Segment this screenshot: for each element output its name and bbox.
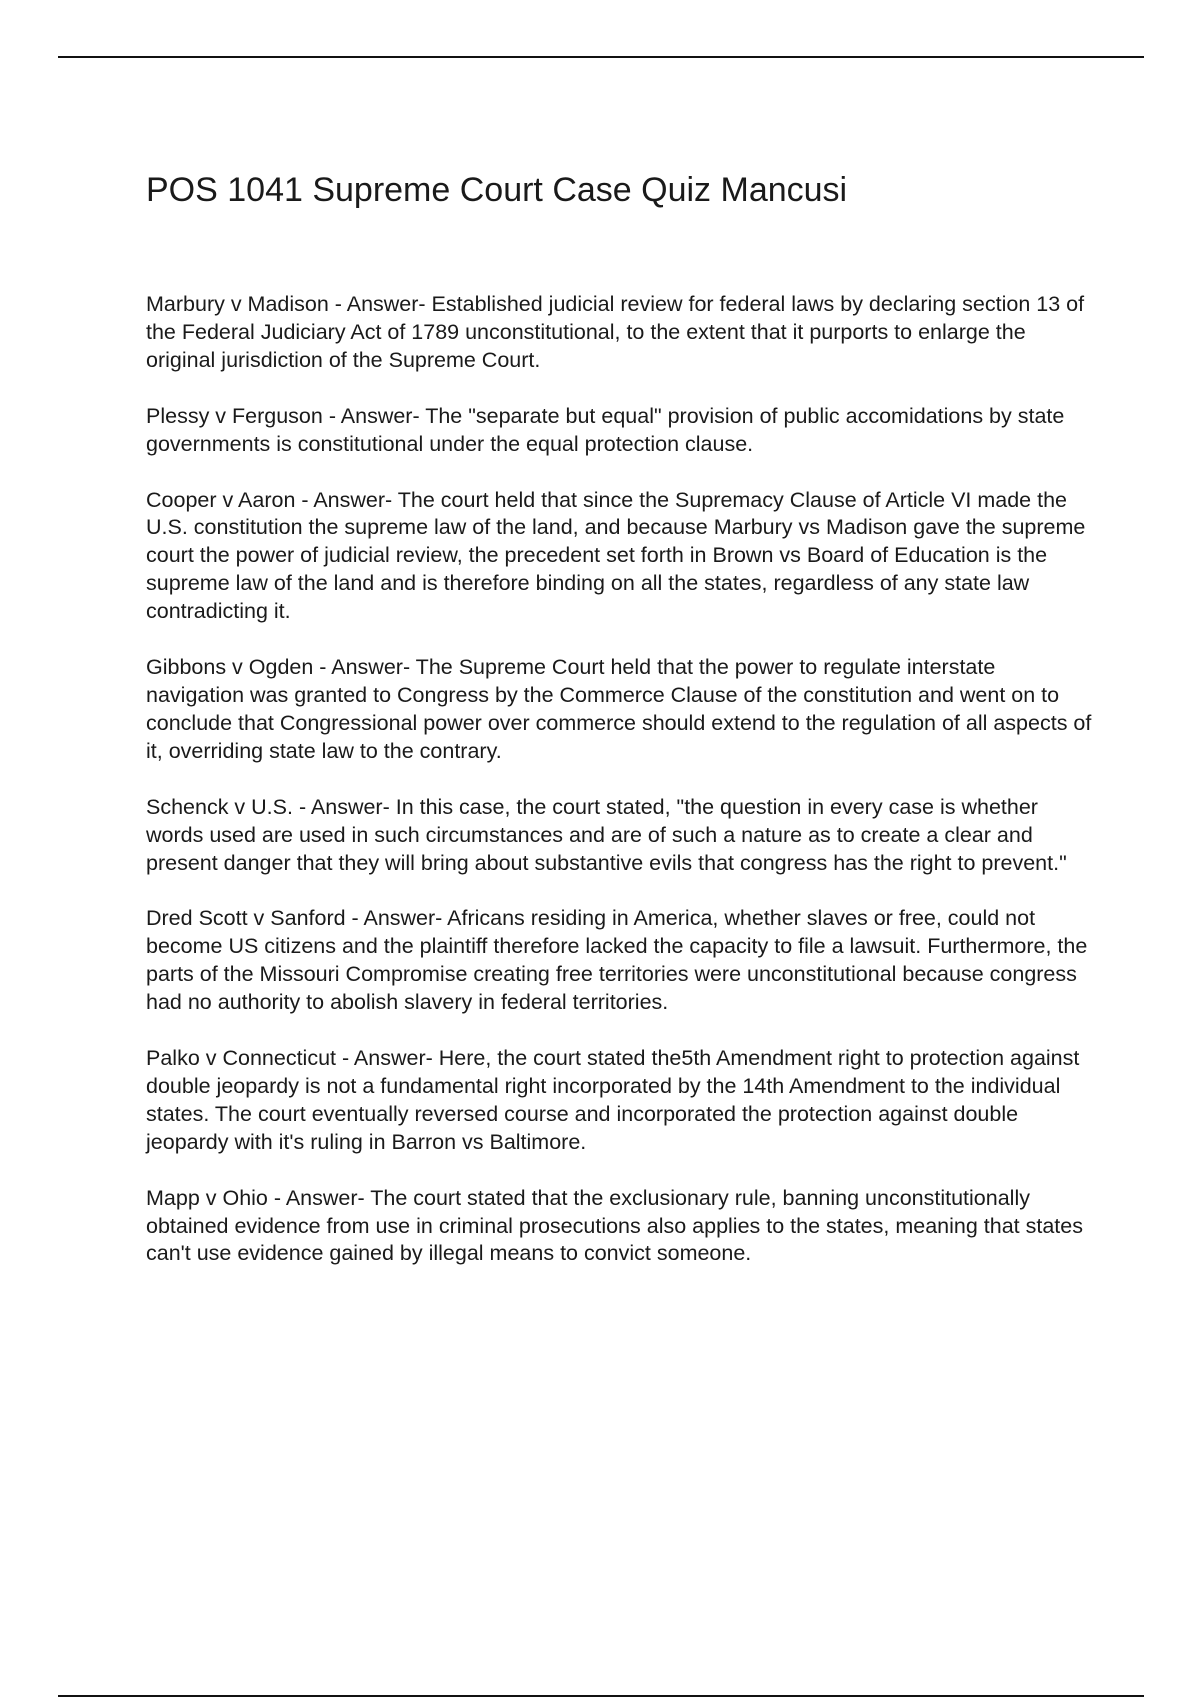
qa-item-plessy: Plessy v Ferguson - Answer- The "separate but equal" provision of public accomidations by state governments is constitutional under the equal protection clause. [146, 403, 1065, 456]
qa-item-palko: Palko v Connecticut - Answer- Here, the court stated the5th Amendment right to protection against double jeopardy is not a fundamental right incorporated by the 14th Amendment to the individual states. The court eventually reversed course and incorporated the protection against double jeopardy with it's ruling in Barron vs Baltimore. [146, 1046, 1080, 1154]
qa-item-cooper: Cooper v Aaron - Answer- The court held that since the Supremacy Clause of Article VI made the U.S. constitution the supreme law of the land, and because Marbury vs Madison gave the supreme court the power of judicial review, the precedent set forth in Brown vs Board of Education is the supreme law of the land and is therefore binding on all the states, regardless of any state law contradicting it. [146, 487, 1086, 624]
bottom-rule [58, 1695, 1144, 1697]
top-rule [58, 56, 1144, 58]
page-title: POS 1041 Supreme Court Case Quiz Mancusi [146, 171, 848, 209]
qa-item-gibbons: Gibbons v Ogden - Answer- The Supreme Court held that the power to regulate interstate navigation was granted to Congress by the Commerce Clause of the constitution and went on to conclude that Congressional power over commerce should extend to the regulation of all aspects of it, overriding state law to the contrary. [146, 655, 1092, 763]
qa-item-dred-scott: Dred Scott v Sanford - Answer- Africans residing in America, whether slaves or free, could not become US citizens and the plaintiff therefore lacked the capacity to file a lawsuit. Furthermore, the parts of the Missouri Compromise creating free territories were unconstitutional because congress had no authority to abolish slavery in federal territories. [146, 906, 1088, 1015]
qa-list [146, 291, 1096, 1296]
qa-item-mapp: Mapp v Ohio - Answer- The court stated that the exclusionary rule, banning unconstitutionally obtained evidence from use in criminal prosecutions also applies to the states, meaning that states can't use evidence gained by illegal means to convict someone. [146, 1185, 1083, 1266]
qa-item-marbury: Marbury v Madison - Answer- Established judicial review for federal laws by declaring section 13 of the Federal Judiciary Act of 1789 unconstitutional, to the extent that it purports to enlarge the original jurisdiction of the Supreme Court. [146, 292, 1085, 372]
qa-item-schenck: Schenck v U.S. - Answer- In this case, the court stated, "the question in every case is whether words used are used in such circumstances and are of such a nature as to create a clear and present danger that they will bring about substantive evils that congress has the right to prevent." [146, 794, 1067, 875]
